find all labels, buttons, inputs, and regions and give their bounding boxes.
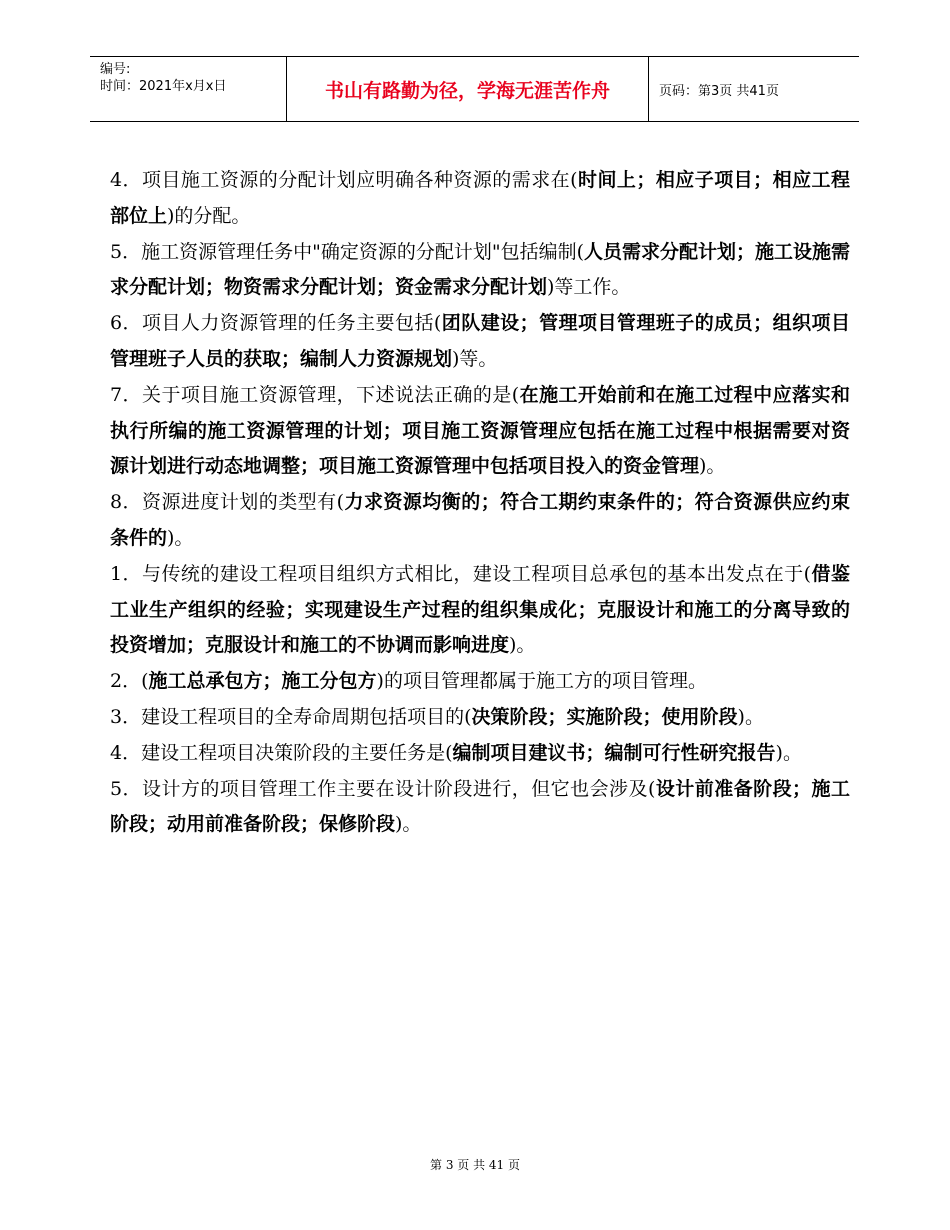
answer-text: 借鉴工业生产组织的经验；实现建设生产过程的组织集成化；克服设计和施工的分离导致的投资增加；克服设计和施工的不协调而影响进度	[110, 562, 850, 657]
question-suffix: )等工作。	[547, 276, 631, 299]
answer-text: 设计前准备阶段；施工阶段；动用前准备阶段；保修阶段	[110, 777, 850, 836]
answer-text: 人员需求分配计划；施工设施需求分配计划；物资需求分配计划；资金需求分配计划	[110, 240, 850, 299]
question-paragraph	[110, 700, 850, 736]
question-paragraph	[110, 485, 850, 557]
document-number-label: 编号:	[100, 62, 131, 77]
header-motto: 书山有路勤为径，学海无涯苦作舟	[286, 57, 649, 121]
question-suffix: )的项目管理都属于施工方的项目管理。	[376, 670, 707, 693]
question-text: 7．关于项目施工资源管理，下述说法正确的是(	[110, 383, 520, 406]
question-paragraph	[110, 736, 850, 772]
header-meta	[90, 57, 286, 121]
question-suffix: )。	[395, 813, 422, 836]
question-text: 1．与传统的建设工程项目组织方式相比，建设工程项目总承包的基本出发点在于(	[110, 562, 812, 585]
question-suffix: )。	[737, 705, 764, 728]
answer-text: 力求资源均衡的；符合工期约束条件的；符合资源供应约束条件的	[110, 491, 850, 549]
question-text: 6．项目人力资源管理的任务主要包括(	[110, 312, 442, 335]
question-paragraph	[110, 378, 850, 485]
question-text: 5．施工资源管理任务中"确定资源的分配计划"包括编制(	[110, 240, 584, 263]
question-paragraph	[110, 235, 850, 307]
question-paragraph	[110, 557, 850, 664]
question-suffix: )。	[509, 634, 536, 657]
document-body	[110, 163, 850, 843]
question-suffix: )。	[167, 526, 194, 549]
page-footer: 第 3 页 共 41 页	[430, 1158, 520, 1172]
answer-text: 施工总承包方；施工分包方	[148, 670, 377, 693]
document-time-label: 时间：2021年x月x日	[100, 79, 227, 94]
question-paragraph	[110, 772, 850, 844]
answer-text: 团队建设；管理项目管理班子的成员；组织项目管理班子人员的获取；编制人力资源规划	[110, 312, 850, 370]
answer-text: 决策阶段；实施阶段；使用阶段	[471, 705, 738, 728]
question-suffix: )等。	[452, 347, 498, 370]
question-text: 5．设计方的项目管理工作主要在设计阶段进行，但它也会涉及(	[110, 777, 656, 800]
page-header	[90, 56, 859, 122]
answer-text: 编制项目建议书；编制可行性研究报告	[452, 741, 776, 764]
header-page-info: 页码：第3页 共41页	[659, 83, 779, 99]
question-text: 3．建设工程项目的全寿命周期包括项目的(	[110, 705, 472, 728]
question-paragraph	[110, 664, 850, 700]
question-paragraph	[110, 163, 850, 235]
question-suffix: )。	[775, 741, 802, 764]
question-suffix: )的分配。	[167, 204, 251, 227]
answer-text: 在施工开始前和在施工过程中应落实和执行所编的施工资源管理的计划；项目施工资源管理应包括在施工过程中根据需要对资源计划进行动态地调整；项目施工资源管理中包括项目投入的资金管理	[110, 383, 850, 478]
question-text: 4．建设工程项目决策阶段的主要任务是(	[110, 741, 453, 764]
question-text: 4．项目施工资源的分配计划应明确各种资源的需求在(	[110, 169, 578, 191]
answer-text: 时间上；相应子项目；相应工程部位上	[110, 169, 850, 227]
question-paragraph	[110, 306, 850, 378]
question-text: 8．资源进度计划的类型有(	[110, 491, 345, 514]
question-text: 2．(	[110, 670, 149, 693]
question-suffix: )。	[699, 455, 726, 478]
